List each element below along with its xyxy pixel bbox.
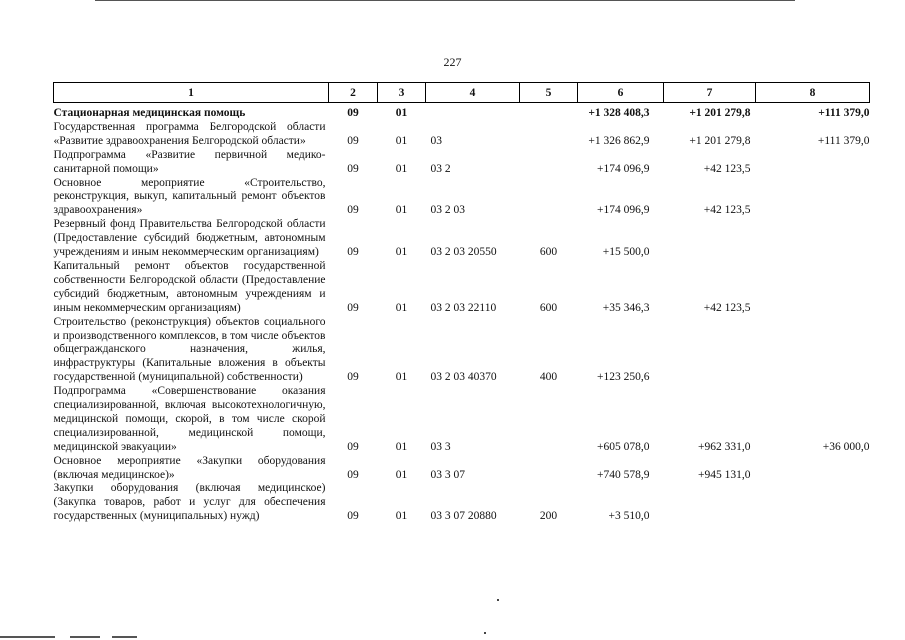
row-cell-c3: 01 <box>395 134 408 147</box>
row-cell-c3: 01 <box>395 301 408 314</box>
column-header: 3 <box>378 83 426 103</box>
row-cell-c8 <box>756 260 870 316</box>
row-cell-c5: 600 <box>539 246 558 259</box>
row-description: Строительство (реконструкция) объектов социального и производственного комплексов, в том числе объектов общегражданского назначения, жилья, инфраструктуры (Капитальные вложения в объекты государственной (муниципальной) собственности) <box>53 315 326 384</box>
row-cell-c4: 03 <box>430 134 442 147</box>
row-cell-c3: 01 <box>395 107 408 119</box>
row-cell-c2: 09 <box>347 510 359 523</box>
table-row <box>54 316 870 386</box>
row-cell-c8 <box>756 218 870 260</box>
row-cell-c6: +35 346,3 <box>602 301 650 314</box>
row-cell-c3: 01 <box>395 371 408 384</box>
scan-bottom-line-1 <box>0 636 55 638</box>
row-cell-c8 <box>756 482 870 524</box>
table-row <box>54 149 870 177</box>
row-cell-c5 <box>520 385 578 455</box>
row-description: Основное мероприятие «Закупки оборудования (включая медицинское)» <box>53 454 326 481</box>
column-header: 2 <box>329 83 378 103</box>
row-cell-c3: 01 <box>395 510 408 523</box>
row-cell-c2: 09 <box>347 301 359 314</box>
row-description: Основное мероприятие «Строительство, реконструкция, выкуп, капитальный ремонт объектов здравоохранения» <box>53 176 326 217</box>
scan-bottom-line-2 <box>70 636 100 638</box>
row-cell-c7: +1 201 279,8 <box>689 107 751 119</box>
row-cell-c3: 01 <box>395 204 408 217</box>
page-number: 227 <box>443 55 462 69</box>
row-cell-c5 <box>520 149 578 177</box>
row-cell-c8 <box>756 316 870 386</box>
scan-bottom-line-3 <box>112 636 137 638</box>
row-cell-c8: +111 379,0 <box>818 107 870 119</box>
row-cell-c6: +174 096,9 <box>597 204 650 217</box>
row-cell-c4: 03 2 03 40370 <box>430 371 497 384</box>
row-cell-c6: +605 078,0 <box>597 440 650 453</box>
row-cell-c4 <box>426 103 520 121</box>
row-cell-c4: 03 3 <box>430 440 451 453</box>
row-cell-c6: +3 510,0 <box>608 510 650 523</box>
row-cell-c4: 03 3 07 20880 <box>430 510 497 523</box>
table-header-row <box>54 83 870 103</box>
table-row <box>54 103 870 121</box>
table-row <box>54 455 870 483</box>
row-cell-c6: +174 096,9 <box>597 162 650 175</box>
column-header: 5 <box>520 83 578 103</box>
row-cell-c7: +1 201 279,8 <box>689 134 751 147</box>
scan-speck <box>497 599 499 601</box>
row-cell-c2: 09 <box>347 468 359 481</box>
table-row <box>54 260 870 316</box>
row-cell-c7 <box>664 482 756 524</box>
row-cell-c2: 09 <box>347 107 359 119</box>
row-cell-c8 <box>756 455 870 483</box>
row-cell-c2: 09 <box>347 162 359 175</box>
row-cell-c7: +42 123,5 <box>703 162 751 175</box>
row-description: Подпрограмма «Развитие первичной медико-санитарной помощи» <box>53 148 326 175</box>
row-cell-c4: 03 3 07 <box>430 468 465 481</box>
row-description: Подпрограмма «Совершенствование оказания специализированной, включая высокотехнологичную, медицинской помощи, скорой, в том числе скорой специализированной, медицинской помощи, медицинской эвакуации» <box>53 385 326 453</box>
row-cell-c8: +111 379,0 <box>817 134 870 147</box>
column-header: 1 <box>54 83 329 103</box>
column-header: 6 <box>578 83 664 103</box>
table-row <box>54 218 870 260</box>
table-row <box>54 385 870 455</box>
row-cell-c3: 01 <box>395 440 408 453</box>
row-cell-c5 <box>520 121 578 149</box>
row-cell-c7: +962 331,0 <box>698 440 751 453</box>
row-cell-c3: 01 <box>395 246 408 259</box>
row-cell-c5 <box>520 177 578 219</box>
row-cell-c6: +1 328 408,3 <box>588 107 650 119</box>
row-cell-c8 <box>756 177 870 219</box>
row-cell-c5 <box>520 455 578 483</box>
row-cell-c7: +42 123,5 <box>703 204 751 217</box>
row-cell-c2: 09 <box>347 134 359 147</box>
row-cell-c7 <box>664 316 756 386</box>
row-cell-c2: 09 <box>347 371 359 384</box>
row-cell-c5: 200 <box>539 510 558 523</box>
row-description: Капитальный ремонт объектов государственной собственности Белгородской области (Предоставление субсидий бюджетным, автономным учреждениям и иным некоммерческим организациям) <box>53 259 326 314</box>
row-cell-c6: +15 500,0 <box>602 246 650 259</box>
table-row <box>54 121 870 149</box>
row-cell-c3: 01 <box>395 468 408 481</box>
row-cell-c7 <box>664 218 756 260</box>
row-cell-c3: 01 <box>395 162 408 175</box>
row-cell-c6: +123 250,6 <box>597 371 650 384</box>
row-cell-c6: +1 326 862,9 <box>588 134 650 147</box>
row-cell-c2: 09 <box>347 204 359 217</box>
row-cell-c2: 09 <box>347 246 359 259</box>
row-cell-c5 <box>520 103 578 121</box>
row-cell-c7: +945 131,0 <box>698 468 751 481</box>
row-cell-c5: 600 <box>539 301 558 314</box>
row-cell-c6: +740 578,9 <box>597 468 650 481</box>
column-header: 8 <box>756 83 870 103</box>
row-cell-c5: 400 <box>539 371 558 384</box>
column-header: 4 <box>426 83 520 103</box>
row-cell-c4: 03 2 03 <box>430 204 465 217</box>
scan-top-line <box>95 0 795 1</box>
row-cell-c8: +36 000,0 <box>822 440 870 453</box>
row-cell-c7: +42 123,5 <box>703 301 751 314</box>
table-row <box>54 482 870 524</box>
row-cell-c8 <box>756 149 870 177</box>
row-cell-c2: 09 <box>347 440 359 453</box>
row-cell-c4: 03 2 03 22110 <box>430 301 497 314</box>
row-cell-c4: 03 2 03 20550 <box>430 246 497 259</box>
row-description: Стационарная медицинская помощь <box>53 107 246 119</box>
scan-speck <box>484 632 486 634</box>
row-description: Закупки оборудования (включая медицинское) (Закупка товаров, работ и услуг для обеспечения государственных (муниципальных) нужд) <box>53 482 326 523</box>
table-row <box>54 177 870 219</box>
row-description: Резервный фонд Правительства Белгородской области (Предоставление субсидий бюджетным, автономным учреждениям и иным некоммерческим организациям) <box>53 218 326 259</box>
budget-table <box>53 82 870 524</box>
column-header: 7 <box>664 83 756 103</box>
row-cell-c4: 03 2 <box>430 162 451 175</box>
row-description: Государственная программа Белгородской области «Развитие здравоохранения Белгородской области» <box>53 120 326 147</box>
